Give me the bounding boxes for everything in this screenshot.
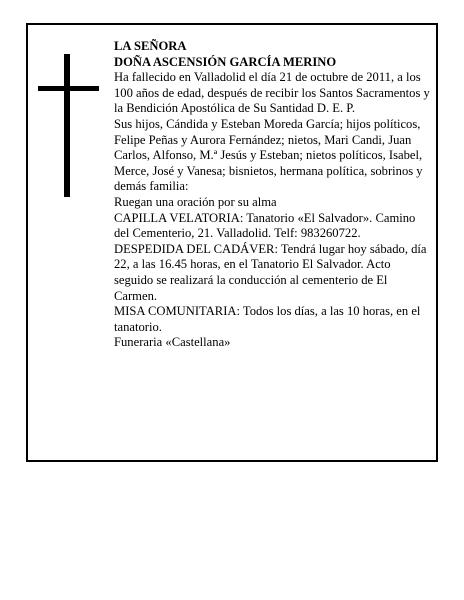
- funeral-home: Funeraria «Castellana»: [114, 335, 231, 350]
- cross-horizontal-bar: [38, 86, 99, 91]
- heading-title: LA SEÑORA: [114, 39, 187, 53]
- death-announcement: Ha fallecido en Valladolid el día 21 de octubre de 2011, a los 100 años de edad, después de recibir los Santos Sacramentos y la Bendición Apostólica de Su Santidad D. E. P.: [114, 70, 430, 116]
- cross-icon: [38, 54, 99, 197]
- deceased-name: DOÑA ASCENSIÓN GARCÍA MERINO: [114, 54, 337, 69]
- chapel-info: CAPILLA VELATORIA: Tanatorio «El Salvador». Camino del Cementerio, 21. Valladolid. Telf: 983260722.: [114, 210, 416, 241]
- mass-info: MISA COMUNITARIA: Todos los días, a las 10 horas, en el tanatorio.: [114, 304, 421, 334]
- obituary-text: [114, 39, 430, 351]
- family-list: Sus hijos, Cándida y Esteban Moreda García; hijos políticos, Felipe Peñas y Aurora Fernández; nietos, Mari Candi, Juan Carlos, Alfonso, M.ª Jesús y Esteban; nietos políticos, Isabel, Merce, José y Vanesa; bisnietos, hermana política, sobrinos y demás familia:: [114, 116, 423, 194]
- cross-vertical-bar: [64, 54, 70, 197]
- prayer-request: Ruegan una oración por su alma: [114, 194, 277, 209]
- farewell-info: DESPEDIDA DEL CADÁVER: Tendrá lugar hoy sábado, día 22, a las 16.45 horas, en el Tanatorio El Salvador. Acto seguido se realizará la conducción al cementerio de El Carmen.: [114, 241, 427, 303]
